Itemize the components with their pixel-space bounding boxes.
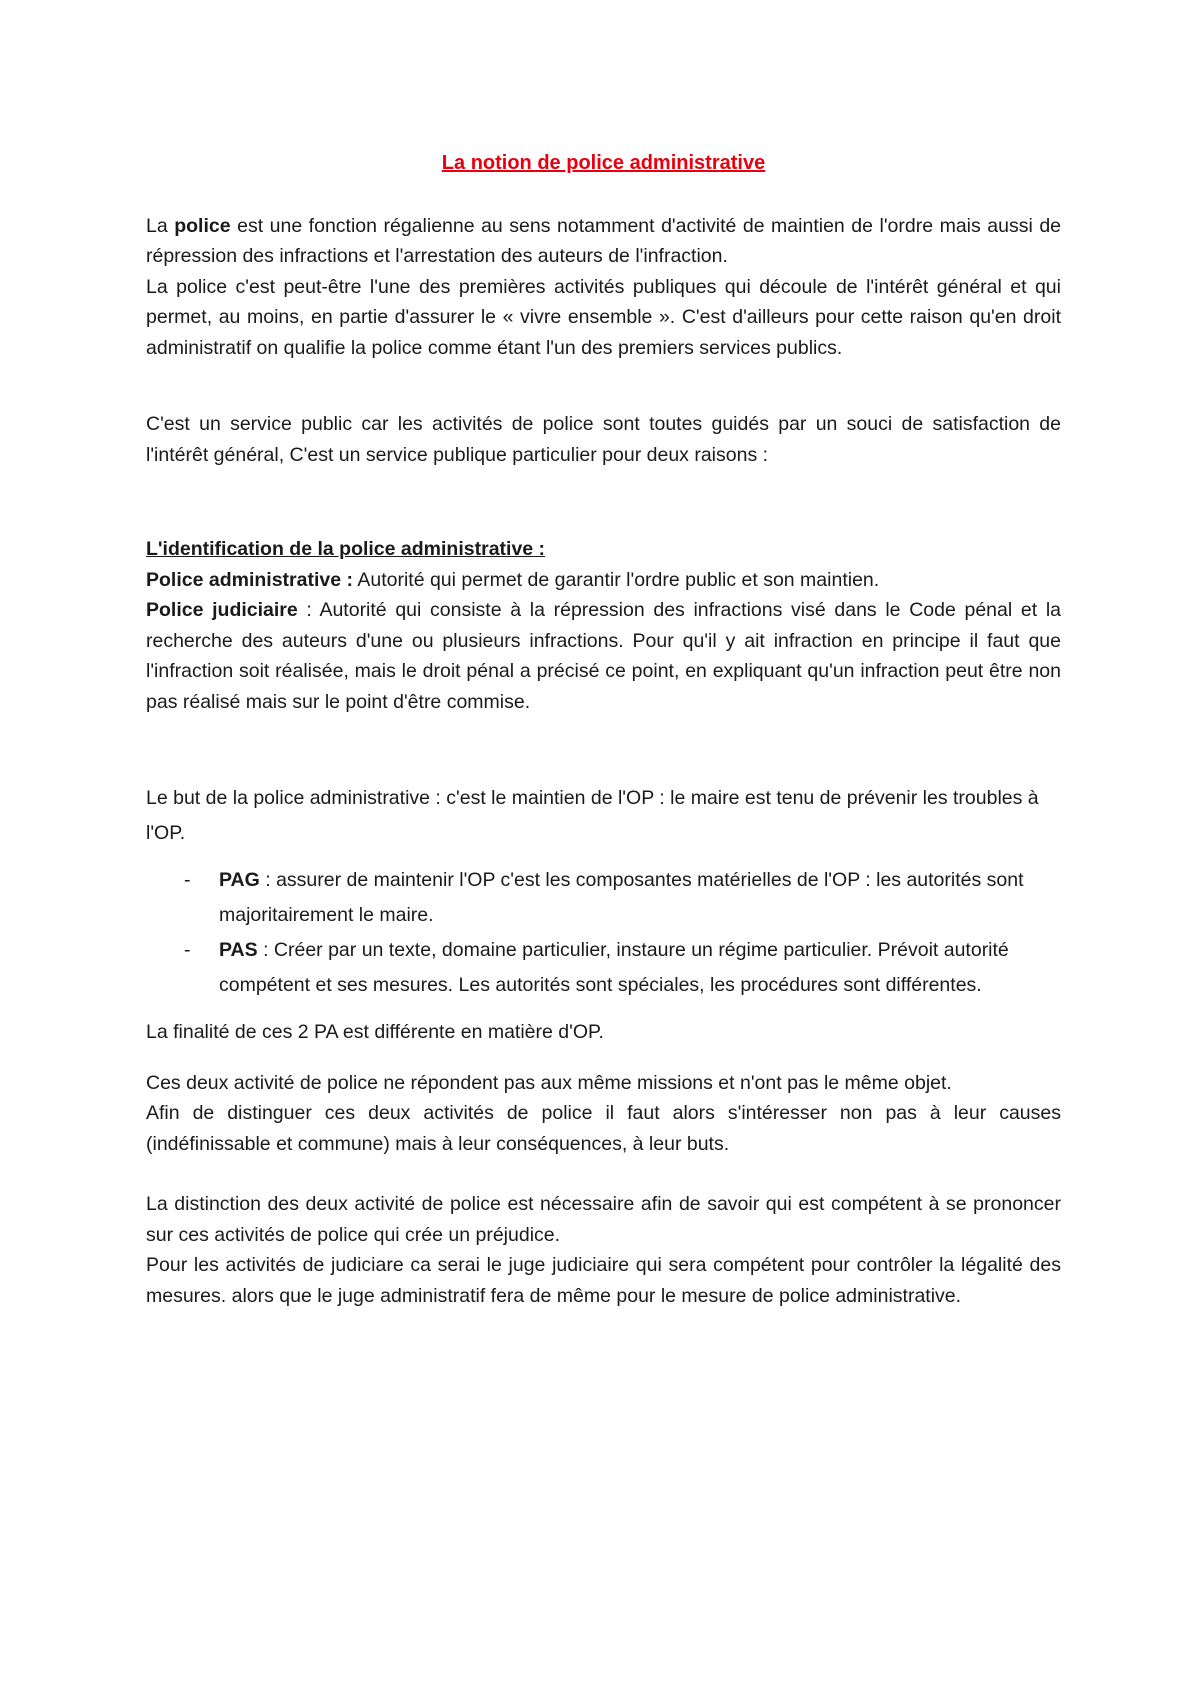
spacer	[146, 717, 1061, 781]
finalite-paragraph: La finalité de ces 2 PA est différente en matière d'OP.	[146, 1021, 604, 1043]
bullet-list	[146, 863, 1061, 1003]
but-paragraph: Le but de la police administrative : c'est le maintien de l'OP : le maire est tenu de prévenir les troubles à l'OP.	[146, 787, 1039, 844]
definition-police-judiciaire	[146, 595, 1061, 717]
definition-judic-text: : Autorité qui consiste à la répression des infractions visé dans le Code pénal et la recherche des auteurs d'une ou plusieurs infractions. Pour qu'il y ait infraction en principe il faut que l'infraction soit réalisée, mais le droit pénal a précisé ce point, en expliquant qu'un infraction peut être non pas réalisé mais sur le point d'être commise.	[146, 599, 1062, 713]
distinction-paragraph-2: Afin de distinguer ces deux activités de police il faut alors s'intéresser non pas à leur causes (indéfinissable et commune) mais à leur conséquences, à leur buts.	[146, 1102, 1061, 1155]
section-heading-identification: L'identification de la police administrative :	[146, 538, 546, 560]
bullet-dash: -	[184, 869, 191, 891]
bullet-label: PAG	[219, 869, 260, 891]
definition-admin-label: Police administrative :	[146, 568, 353, 591]
bullet-text: : Créer par un texte, domaine particulier, instaure un régime particulier. Prévoit autorité compétent et ses mesures. Les autorités sont spéciales, les procédures sont différentes.	[219, 939, 1009, 996]
bullet-label: PAS	[219, 939, 258, 961]
distinction-paragraph-4: Pour les activités de judiciare ca serai le juge judiciaire qui sera compétent pour contrôler la légalité des mesures. alors que le juge administratif fera de même pour le mesure de police administrative.	[146, 1254, 1061, 1307]
bullet-dash: -	[184, 939, 191, 961]
definition-admin-text: Autorité qui permet de garantir l'ordre public et son maintien.	[353, 568, 880, 591]
definition-judic-label: Police judiciaire	[146, 599, 298, 621]
intro-paragraph-3: C'est un service public car les activités de police sont toutes guidés par un souci de satisfaction de l'intérêt général, C'est un service publique particulier pour deux raisons :	[146, 413, 1061, 466]
page-title: La notion de police administrative	[441, 152, 766, 174]
intro-p1-pre: La	[146, 214, 175, 237]
spacer	[146, 363, 1061, 409]
intro-paragraph-1	[146, 211, 1061, 272]
bullet-text: : assurer de maintenir l'OP c'est les composantes matérielles de l'OP : les autorités sont majoritairement le maire.	[219, 869, 1024, 926]
list-item	[146, 933, 1061, 1003]
spacer	[146, 1159, 1061, 1189]
distinction-paragraph-3: La distinction des deux activité de police est nécessaire afin de savoir qui est compétent à se prononcer sur ces activités de police qui crée un préjudice.	[146, 1193, 1061, 1246]
intro-paragraph-2: La police c'est peut-être l'une des premières activités publiques qui découle de l'intérêt général et qui permet, au moins, en partie d'assurer le « vivre ensemble ». C'est d'ailleurs pour cette raison qu'en droit administratif on qualifie la police comme étant l'un des premiers services publics.	[146, 275, 1061, 359]
list-item	[146, 863, 1061, 933]
intro-p1-post: est une fonction régalienne au sens notamment d'activité de maintien de l'ordre mais aussi de répression des infractions et l'arrestation des auteurs de l'infraction.	[146, 214, 1062, 267]
spacer	[146, 470, 1061, 534]
definition-police-administrative	[146, 565, 1061, 596]
distinction-paragraph-1: Ces deux activité de police ne répondent pas aux même missions et n'ont pas le même objet.	[146, 1071, 952, 1094]
document-body	[146, 148, 1061, 1311]
intro-p1-bold: police	[174, 214, 231, 237]
